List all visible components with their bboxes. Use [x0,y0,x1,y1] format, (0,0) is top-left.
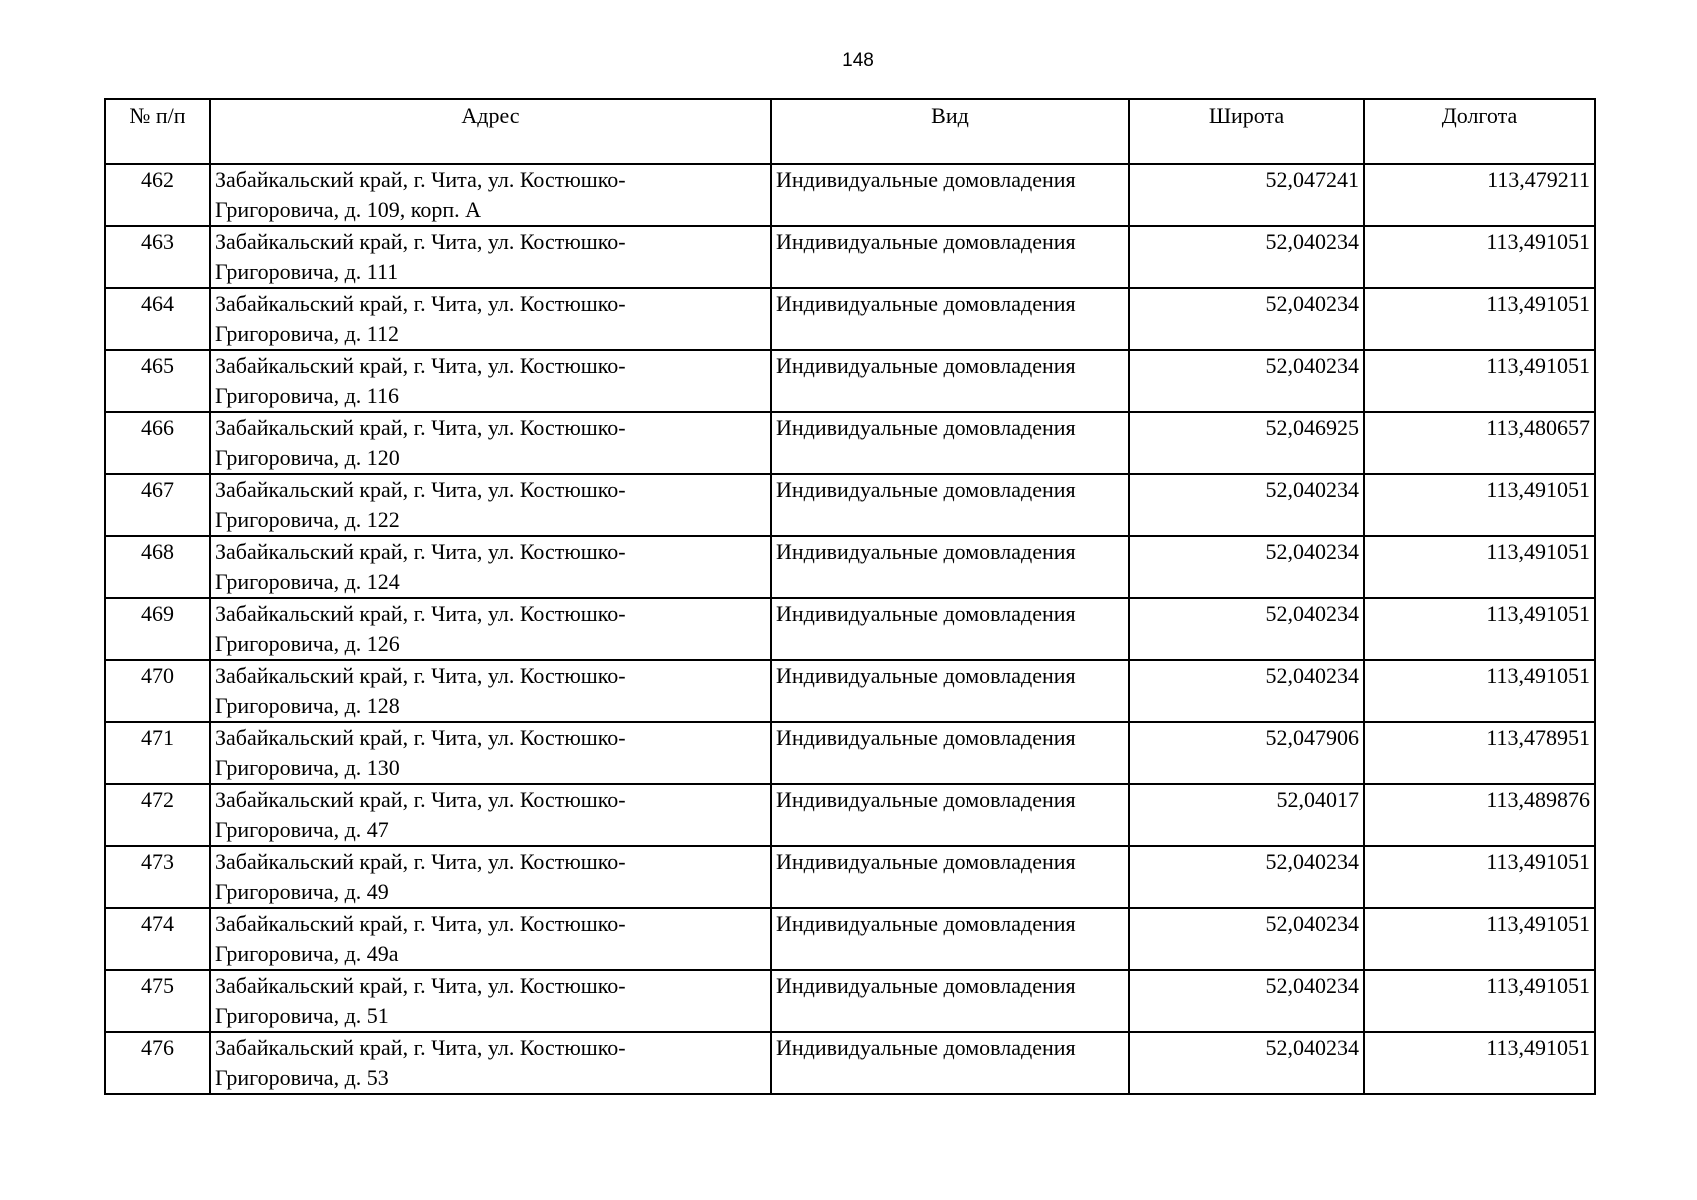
address-line-1: Забайкальский край, г. Чита, ул. Костюшко- [215,601,626,626]
row-kind: Индивидуальные домовладения [771,288,1129,350]
address-line-1: Забайкальский край, г. Чита, ул. Костюшко- [215,477,626,502]
address-line-1: Забайкальский край, г. Чита, ул. Костюшко- [215,353,626,378]
row-number: 472 [105,784,210,846]
header-number: № п/п [105,99,210,164]
row-address [210,412,771,474]
row-number: 465 [105,350,210,412]
address-line-2: Григоровича, д. 49а [215,941,399,966]
table-row [105,288,1595,350]
address-line-1: Забайкальский край, г. Чита, ул. Костюшко- [215,229,626,254]
row-kind: Индивидуальные домовладения [771,226,1129,288]
row-longitude: 113,491051 [1364,846,1595,908]
row-kind: Индивидуальные домовладения [771,970,1129,1032]
table-row [105,846,1595,908]
table-row [105,784,1595,846]
row-number: 476 [105,1032,210,1094]
row-latitude: 52,04017 [1129,784,1364,846]
row-kind: Индивидуальные домовладения [771,722,1129,784]
row-latitude: 52,040234 [1129,350,1364,412]
address-line-2: Григоровича, д. 49 [215,879,389,904]
row-longitude: 113,491051 [1364,660,1595,722]
row-number: 474 [105,908,210,970]
row-address [210,660,771,722]
row-address [210,288,771,350]
table-row [105,474,1595,536]
row-latitude: 52,040234 [1129,536,1364,598]
row-address [210,474,771,536]
address-line-1: Забайкальский край, г. Чита, ул. Костюшко- [215,787,626,812]
row-latitude: 52,040234 [1129,908,1364,970]
address-line-2: Григоровича, д. 122 [215,507,400,532]
table-row [105,226,1595,288]
row-latitude: 52,040234 [1129,660,1364,722]
address-line-2: Григоровича, д. 111 [215,259,399,284]
row-kind: Индивидуальные домовладения [771,164,1129,226]
address-line-2: Григоровича, д. 47 [215,817,389,842]
header-latitude: Широта [1129,99,1364,164]
row-address [210,908,771,970]
row-longitude: 113,491051 [1364,474,1595,536]
row-number: 466 [105,412,210,474]
row-latitude: 52,047906 [1129,722,1364,784]
row-kind: Индивидуальные домовладения [771,350,1129,412]
row-address [210,846,771,908]
address-table [104,98,1596,1095]
address-line-2: Григоровича, д. 51 [215,1003,389,1028]
header-address: Адрес [210,99,771,164]
row-number: 468 [105,536,210,598]
row-longitude: 113,491051 [1364,350,1595,412]
row-kind: Индивидуальные домовладения [771,846,1129,908]
row-address [210,784,771,846]
row-kind: Индивидуальные домовладения [771,536,1129,598]
table-body [105,164,1595,1094]
address-line-1: Забайкальский край, г. Чита, ул. Костюшко- [215,849,626,874]
row-number: 473 [105,846,210,908]
row-longitude: 113,491051 [1364,288,1595,350]
row-kind: Индивидуальные домовладения [771,474,1129,536]
row-longitude: 113,478951 [1364,722,1595,784]
address-line-1: Забайкальский край, г. Чита, ул. Костюшко- [215,167,626,192]
address-line-2: Григоровича, д. 112 [215,321,399,346]
row-number: 475 [105,970,210,1032]
table-row [105,722,1595,784]
row-kind: Индивидуальные домовладения [771,1032,1129,1094]
address-line-1: Забайкальский край, г. Чита, ул. Костюшко- [215,911,626,936]
row-longitude: 113,491051 [1364,970,1595,1032]
row-number: 463 [105,226,210,288]
address-line-1: Забайкальский край, г. Чита, ул. Костюшко- [215,1035,626,1060]
address-line-2: Григоровича, д. 130 [215,755,400,780]
row-kind: Индивидуальные домовладения [771,598,1129,660]
row-latitude: 52,040234 [1129,598,1364,660]
row-longitude: 113,489876 [1364,784,1595,846]
row-latitude: 52,040234 [1129,288,1364,350]
row-latitude: 52,040234 [1129,970,1364,1032]
row-address [210,722,771,784]
row-kind: Индивидуальные домовладения [771,412,1129,474]
row-longitude: 113,480657 [1364,412,1595,474]
table-row [105,164,1595,226]
row-number: 467 [105,474,210,536]
address-line-1: Забайкальский край, г. Чита, ул. Костюшко- [215,291,626,316]
address-line-2: Григоровича, д. 109, корп. А [215,197,481,222]
address-line-2: Григоровича, д. 53 [215,1065,389,1090]
page-number: 148 [842,50,874,71]
table-row [105,1032,1595,1094]
row-number: 462 [105,164,210,226]
row-address [210,164,771,226]
row-longitude: 113,491051 [1364,226,1595,288]
header-longitude: Долгота [1364,99,1595,164]
header-kind: Вид [771,99,1129,164]
address-line-1: Забайкальский край, г. Чита, ул. Костюшко- [215,415,626,440]
row-latitude: 52,047241 [1129,164,1364,226]
table-row [105,536,1595,598]
row-number: 471 [105,722,210,784]
address-line-2: Григоровича, д. 124 [215,569,400,594]
address-line-2: Григоровича, д. 116 [215,383,399,408]
row-number: 464 [105,288,210,350]
address-line-2: Григоровича, д. 126 [215,631,400,656]
row-longitude: 113,491051 [1364,1032,1595,1094]
address-line-1: Забайкальский край, г. Чита, ул. Костюшко- [215,663,626,688]
address-line-1: Забайкальский край, г. Чита, ул. Костюшко- [215,539,626,564]
row-longitude: 113,491051 [1364,598,1595,660]
address-line-1: Забайкальский край, г. Чита, ул. Костюшко- [215,973,626,998]
row-longitude: 113,491051 [1364,908,1595,970]
row-latitude: 52,040234 [1129,1032,1364,1094]
table-row [105,660,1595,722]
table-row [105,908,1595,970]
row-address [210,226,771,288]
row-latitude: 52,046925 [1129,412,1364,474]
table-row [105,350,1595,412]
row-number: 470 [105,660,210,722]
row-address [210,536,771,598]
row-latitude: 52,040234 [1129,474,1364,536]
address-line-2: Григоровича, д. 128 [215,693,400,718]
row-latitude: 52,040234 [1129,846,1364,908]
table-header-row [105,99,1595,164]
table-row [105,598,1595,660]
row-kind: Индивидуальные домовладения [771,660,1129,722]
row-address [210,598,771,660]
row-longitude: 113,491051 [1364,536,1595,598]
row-address [210,350,771,412]
table-row [105,970,1595,1032]
table-row [105,412,1595,474]
row-latitude: 52,040234 [1129,226,1364,288]
row-kind: Индивидуальные домовладения [771,784,1129,846]
row-longitude: 113,479211 [1364,164,1595,226]
row-address [210,970,771,1032]
row-address [210,1032,771,1094]
row-kind: Индивидуальные домовладения [771,908,1129,970]
address-line-2: Григоровича, д. 120 [215,445,400,470]
address-line-1: Забайкальский край, г. Чита, ул. Костюшко- [215,725,626,750]
row-number: 469 [105,598,210,660]
